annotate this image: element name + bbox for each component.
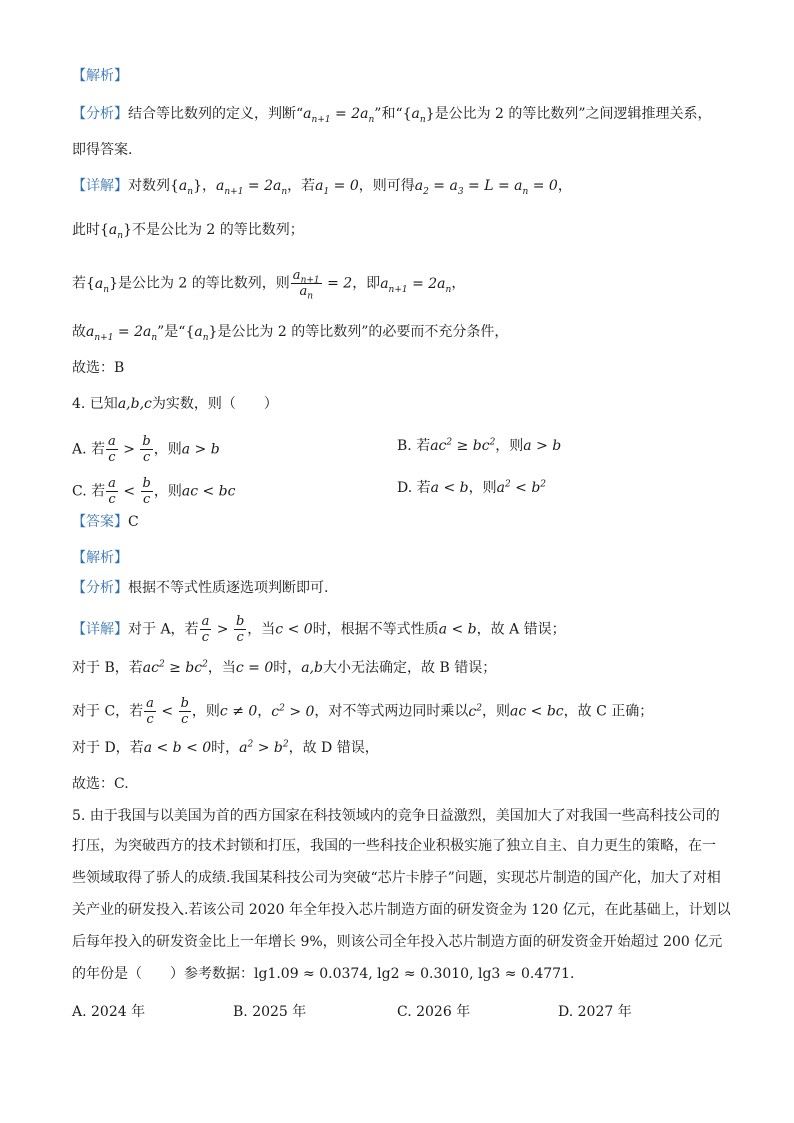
q4-detail-d bbox=[72, 738, 379, 758]
text: 故 bbox=[72, 324, 86, 340]
text: ，则 bbox=[153, 483, 182, 500]
option-text: B. 2025 年 bbox=[233, 1004, 307, 1020]
fraction: $\frac{b}{c}$ bbox=[142, 434, 151, 465]
math: ac < bc bbox=[510, 703, 564, 720]
section-tag: 【详解】 bbox=[72, 621, 128, 638]
q5-paragraph-line bbox=[72, 964, 574, 984]
math: a < b < 0 bbox=[143, 740, 212, 756]
text: 对于 C，若 bbox=[72, 703, 144, 720]
text: 根据不等式性质逐选项判断即可. bbox=[128, 580, 329, 596]
math: $ac^2 \ge bc^2$ bbox=[142, 659, 208, 676]
q5-option-c bbox=[397, 1002, 470, 1022]
q4-analysis bbox=[72, 578, 328, 598]
text: ， bbox=[557, 178, 572, 194]
text: 即得答案. bbox=[72, 142, 133, 158]
section-tag: 【解析】 bbox=[72, 550, 128, 566]
text: 对于 D，若 bbox=[72, 740, 144, 756]
math: $a_n$ bbox=[411, 106, 426, 125]
q4-stem bbox=[72, 394, 278, 414]
text: 时， bbox=[211, 740, 240, 756]
answer-value: C bbox=[128, 514, 139, 530]
q4-detail-c: 对于 C，若 $\frac{a}{c}$ < $\frac{b}{c}$ ，则c ≠ 0，$c^2 > 0$，对不等式两边同时乘以$c^2$，则ac < bc，故 C 正确； bbox=[72, 696, 654, 727]
q3-answer bbox=[72, 358, 124, 378]
q5-option-d bbox=[558, 1002, 632, 1022]
q5-option-a bbox=[72, 1002, 145, 1022]
math: a > b bbox=[523, 438, 562, 454]
text: 若{ bbox=[72, 275, 95, 292]
text: 后每年投入的研发资金比上一年增长 9%，则该公司全年投入芯片制造方面的研发资金开始超过 200 亿元 bbox=[72, 934, 723, 950]
section-tag: 【分析】 bbox=[72, 106, 128, 122]
option-text: C. 2026 年 bbox=[397, 1004, 471, 1020]
text: 大小无法确定，故 B 错误； bbox=[323, 660, 497, 676]
text: C. 若 bbox=[72, 483, 106, 500]
text: 结合等比数列的定义，判断“ bbox=[128, 106, 304, 122]
section-tag: 【解析】 bbox=[72, 68, 128, 84]
q5-option-b bbox=[233, 1002, 306, 1022]
q4-option-a: A. 若 $\frac{a}{c}$ > $\frac{b}{c}$ ，则a > b bbox=[72, 434, 220, 465]
text: 时，根据不等式性质 bbox=[312, 621, 439, 638]
text: 故选：B bbox=[72, 360, 125, 376]
fraction: $\frac{b}{c}$ bbox=[142, 476, 151, 507]
section-tag: 【详解】 bbox=[72, 178, 128, 194]
q5-paragraph-line bbox=[72, 868, 721, 888]
math: a < b bbox=[438, 621, 477, 638]
fraction: $\frac{a}{c}$ bbox=[146, 696, 154, 727]
text: ，则 bbox=[482, 703, 510, 720]
math: a > b bbox=[181, 441, 220, 458]
text: A. 若 bbox=[72, 441, 106, 458]
text: ，故 D 错误， bbox=[288, 740, 379, 756]
math: $a_{n+1} = 2a_n$ bbox=[216, 178, 288, 197]
math: $a_2 = a_3 = L = a_n = 0$ bbox=[414, 178, 558, 197]
text: ，则可得 bbox=[358, 178, 415, 194]
math: c < 0 bbox=[275, 621, 313, 638]
q5-paragraph-line bbox=[72, 806, 720, 826]
math: $a_n$ bbox=[194, 324, 209, 343]
q3-line bbox=[72, 268, 466, 302]
text: ，故 C 正确； bbox=[563, 703, 654, 720]
math: ac < bc bbox=[181, 483, 236, 500]
math: $a_n$ bbox=[178, 178, 194, 197]
section-tag: 【分析】 bbox=[72, 580, 128, 596]
q3-line bbox=[72, 322, 508, 342]
text: ，则 bbox=[468, 480, 497, 496]
math: c = 0 bbox=[235, 660, 274, 676]
q3-analysis bbox=[72, 104, 712, 124]
text: ，当 bbox=[207, 660, 236, 676]
q4-answer-line bbox=[72, 774, 129, 794]
text: B. 若 bbox=[397, 438, 431, 454]
text: 对数列{ bbox=[128, 178, 179, 194]
text: 时， bbox=[273, 660, 302, 676]
math: $a^2 < b^2$ bbox=[496, 479, 547, 496]
text: ，故 A 错误； bbox=[476, 621, 566, 638]
text: ，对不等式两边同时乘以 bbox=[314, 703, 469, 720]
text: 5. 由于我国与以美国为首的西方国家在科技领域内的竞争日益激烈，美国加大了对我国一些高科技公司的 bbox=[72, 808, 720, 824]
math: $a_n$ bbox=[108, 222, 124, 241]
text: }是公比为 2 的等比数列”的必要而不充分条件， bbox=[208, 324, 509, 340]
q4-option-c: C. 若 $\frac{a}{c}$ < $\frac{b}{c}$ ，则ac < bc bbox=[72, 476, 236, 507]
text: ，若 bbox=[287, 178, 316, 194]
math: $a_n$ bbox=[94, 275, 110, 295]
fraction: $\frac{a}{c}$ bbox=[108, 434, 116, 465]
math: $a_{n+1} = 2a_n$ bbox=[86, 324, 158, 343]
q4-option-b bbox=[397, 436, 561, 456]
fraction: $\frac{b}{c}$ bbox=[235, 614, 245, 645]
q5-paragraph-line bbox=[72, 900, 731, 920]
text: 关产业的研发投入.若该公司 2020 年全年投入芯片制造方面的研发资金为 120 亿元，在此基础上，计划以 bbox=[72, 902, 731, 918]
text: D. 若 bbox=[397, 480, 431, 496]
math: $a_{n+1} = 2a_n$ bbox=[303, 106, 375, 125]
q5-paragraph-line bbox=[72, 932, 722, 952]
analysis-heading bbox=[72, 66, 128, 86]
reference-data: lg1.09 ≈ 0.0374, lg2 ≈ 0.3010, lg3 ≈ 0.4771. bbox=[254, 966, 575, 982]
option-text: D. 2027 年 bbox=[558, 1004, 632, 1020]
fraction: $\frac{b}{c}$ bbox=[180, 696, 189, 727]
math: $c^2$ bbox=[468, 702, 482, 720]
text: 此时{ bbox=[72, 222, 109, 238]
section-tag: 【答案】 bbox=[72, 514, 128, 530]
q3-line bbox=[72, 220, 304, 240]
text: }是公比为 2 的等比数列”之间逻辑推理关系， bbox=[425, 106, 712, 122]
text: ”是“{ bbox=[157, 324, 195, 340]
text: 打压，为突破西方的技术封锁和打压，我国的一些科技企业积极实施了独立自主、自力更生的策略，在一 bbox=[72, 838, 716, 854]
fraction: $\frac{a}{c}$ bbox=[108, 476, 116, 507]
option-text: A. 2024 年 bbox=[72, 1004, 146, 1020]
text: ”和“{ bbox=[374, 106, 412, 122]
text: ，则 bbox=[153, 441, 182, 458]
math: c ≠ 0 bbox=[219, 703, 258, 720]
fraction: $\frac{a_{n+1}}{a_n}$ bbox=[292, 268, 320, 302]
q4-option-d bbox=[397, 478, 546, 498]
analysis-heading bbox=[72, 548, 128, 568]
text: ，即 bbox=[352, 275, 381, 292]
text: ， bbox=[257, 703, 272, 720]
text: 4. 已知 bbox=[72, 396, 118, 412]
math: $a^2 > b^2$ bbox=[239, 739, 289, 756]
text: 故选：C. bbox=[72, 776, 129, 792]
math: = 2 bbox=[322, 275, 353, 292]
text: ，则 bbox=[495, 438, 524, 454]
q5-paragraph-line bbox=[72, 836, 716, 856]
q4-detail-b bbox=[72, 658, 496, 678]
text: ，则 bbox=[191, 703, 220, 720]
math: $a_{n+1} = 2a_n$ bbox=[380, 275, 452, 295]
q3-analysis-cont bbox=[72, 140, 132, 160]
q4-detail-a: 【详解】对于 A，若 $\frac{a}{c}$ > $\frac{b}{c}$ ，当c < 0时，根据不等式性质a < b，故 A 错误； bbox=[72, 614, 566, 645]
fraction: $\frac{a}{c}$ bbox=[201, 614, 210, 645]
q3-detail bbox=[72, 176, 572, 196]
math: a,b,c bbox=[117, 396, 152, 412]
math: $ac^2 \ge bc^2$ bbox=[430, 437, 496, 454]
text: 对于 A，若 bbox=[128, 621, 199, 638]
text: }不是公比为 2 的等比数列； bbox=[123, 222, 304, 238]
text: 对于 B，若 bbox=[72, 660, 143, 676]
math: a < b bbox=[430, 480, 469, 496]
text: 的年份是（ ）参考数据： bbox=[72, 966, 254, 982]
text: }是公比为 2 的等比数列，则 bbox=[109, 275, 290, 292]
math: $a_1 = 0$ bbox=[315, 178, 359, 197]
text: ， bbox=[451, 275, 466, 292]
text: }， bbox=[193, 178, 216, 194]
q4-answer bbox=[72, 512, 139, 532]
text: ，当 bbox=[247, 621, 276, 638]
math: a,b bbox=[301, 660, 323, 676]
math: $c^2 > 0$ bbox=[271, 702, 315, 720]
text: 为实数，则（ ） bbox=[151, 396, 278, 412]
text: 些领域取得了骄人的成绩.我国某科技公司为突破“芯片卡脖子”问题，实现芯片制造的国产化，加大了对相 bbox=[72, 870, 721, 886]
